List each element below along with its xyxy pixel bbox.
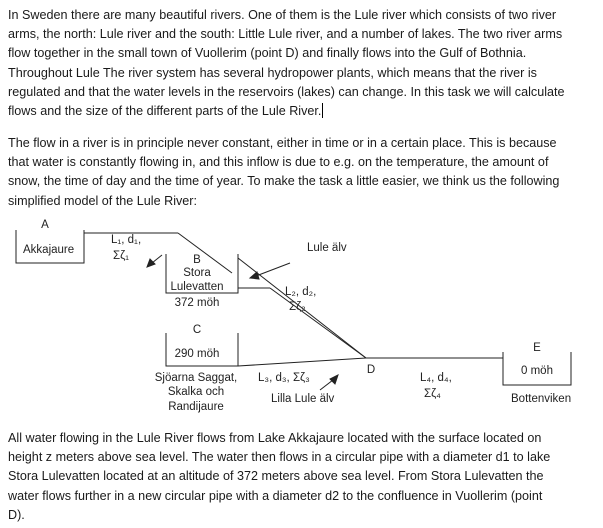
zeta2-label: Σζ₂ [289,301,306,313]
text-line: height z meters above sea level. The water then flows in a circular pipe with a diameter d1 to lake [8,450,551,465]
point-b-label: B [193,254,201,266]
text-line: Throughout Lule The river system has several hydropower plants, which means that the river is [8,65,537,80]
altitude-290-label: 290 möh [174,348,220,360]
point-c-label: C [192,324,202,336]
sjoarna-label: Sjöarna Saggat, [154,372,238,384]
randijaure-label: Randijaure [168,401,224,413]
text-line: regulated and that the water levels in the reservoirs (lakes) can change. In this task we will calculate [8,84,565,99]
lule-river-diagram [0,218,603,433]
akkajaure-label: Akkajaure [23,244,75,256]
lulevatten-label: Lulevatten [170,281,224,293]
point-a-label: A [41,219,49,231]
text-line: Stora Lulevatten located at an altitude of 372 meters above sea level. From Stora Lulevatten the [8,469,544,484]
intro-paragraph [8,6,603,121]
pipe-3 [238,358,366,366]
text-line: snow, the time of day and the time of year. To make the task a little easier, we think us the following [8,174,560,189]
pipe-2-parameters: L₂, d₂, [285,286,317,298]
flow-paragraph [8,134,603,211]
pipe-1-parameters: L₁, d₁, [111,234,142,246]
text-cursor [322,103,323,118]
arrow-zeta2 [256,263,290,276]
zeta1-label: Σζ₁ [113,250,130,262]
point-d-label: D [366,364,376,376]
text-line: simplified model of the Lule River: [8,193,197,208]
bottenviken-label: Bottenviken [511,393,572,405]
pipe-3-parameters: L₃, d₃, Σζ₃ [258,372,310,384]
text-line: All water flowing in the Lule River flows from Lake Akkajaure located with the surface located on [8,431,542,445]
text-line: D). [8,507,25,522]
text-line: The flow in a river is in principle never constant, either in time or in a certain place. This is because [8,136,557,150]
text-line: that water is constantly flowing in, and this inflow is due to e.g. on the temperature, the amount of [8,155,549,170]
pipe-2-bottom-diagonal [270,288,366,358]
lule-alv-label: Lule älv [307,242,347,254]
arrow-zeta1-head [147,259,155,267]
stora-label: Stora [183,267,211,279]
text-line-last[interactable] [8,102,603,121]
text-line: arms, the north: Lule river and the south: Little Lule river, and a number of lakes. The two river arms [8,27,563,42]
text-line-content: flows and the size of the different parts of the Lule River. [8,104,322,119]
lilla-lule-alv-label: Lilla Lule älv [271,393,335,405]
pipe-4-parameters: L₄, d₄, [420,372,452,384]
zeta4-label: Σζ₄ [424,388,441,400]
arrow-zeta3 [320,380,333,390]
arrow-zeta2-head [250,272,259,279]
text-line: water flows further in a new circular pipe with a diameter d2 to the confluence in Vuollerim (point [8,488,543,503]
altitude-0-label: 0 möh [521,365,553,377]
altitude-372-label: 372 möh [174,297,220,309]
model-paragraph [8,429,603,525]
text-line: In Sweden there are many beautiful rivers. One of them is the Lule river which consists of two river [8,8,557,22]
arrow-zeta3-head [330,375,338,384]
point-e-label: E [533,342,541,354]
skalka-label: Skalka och [167,386,225,398]
text-line: flow together in the small town of Vuollerim (point D) and finally flows into the Gulf of Bothnia. [8,46,527,61]
